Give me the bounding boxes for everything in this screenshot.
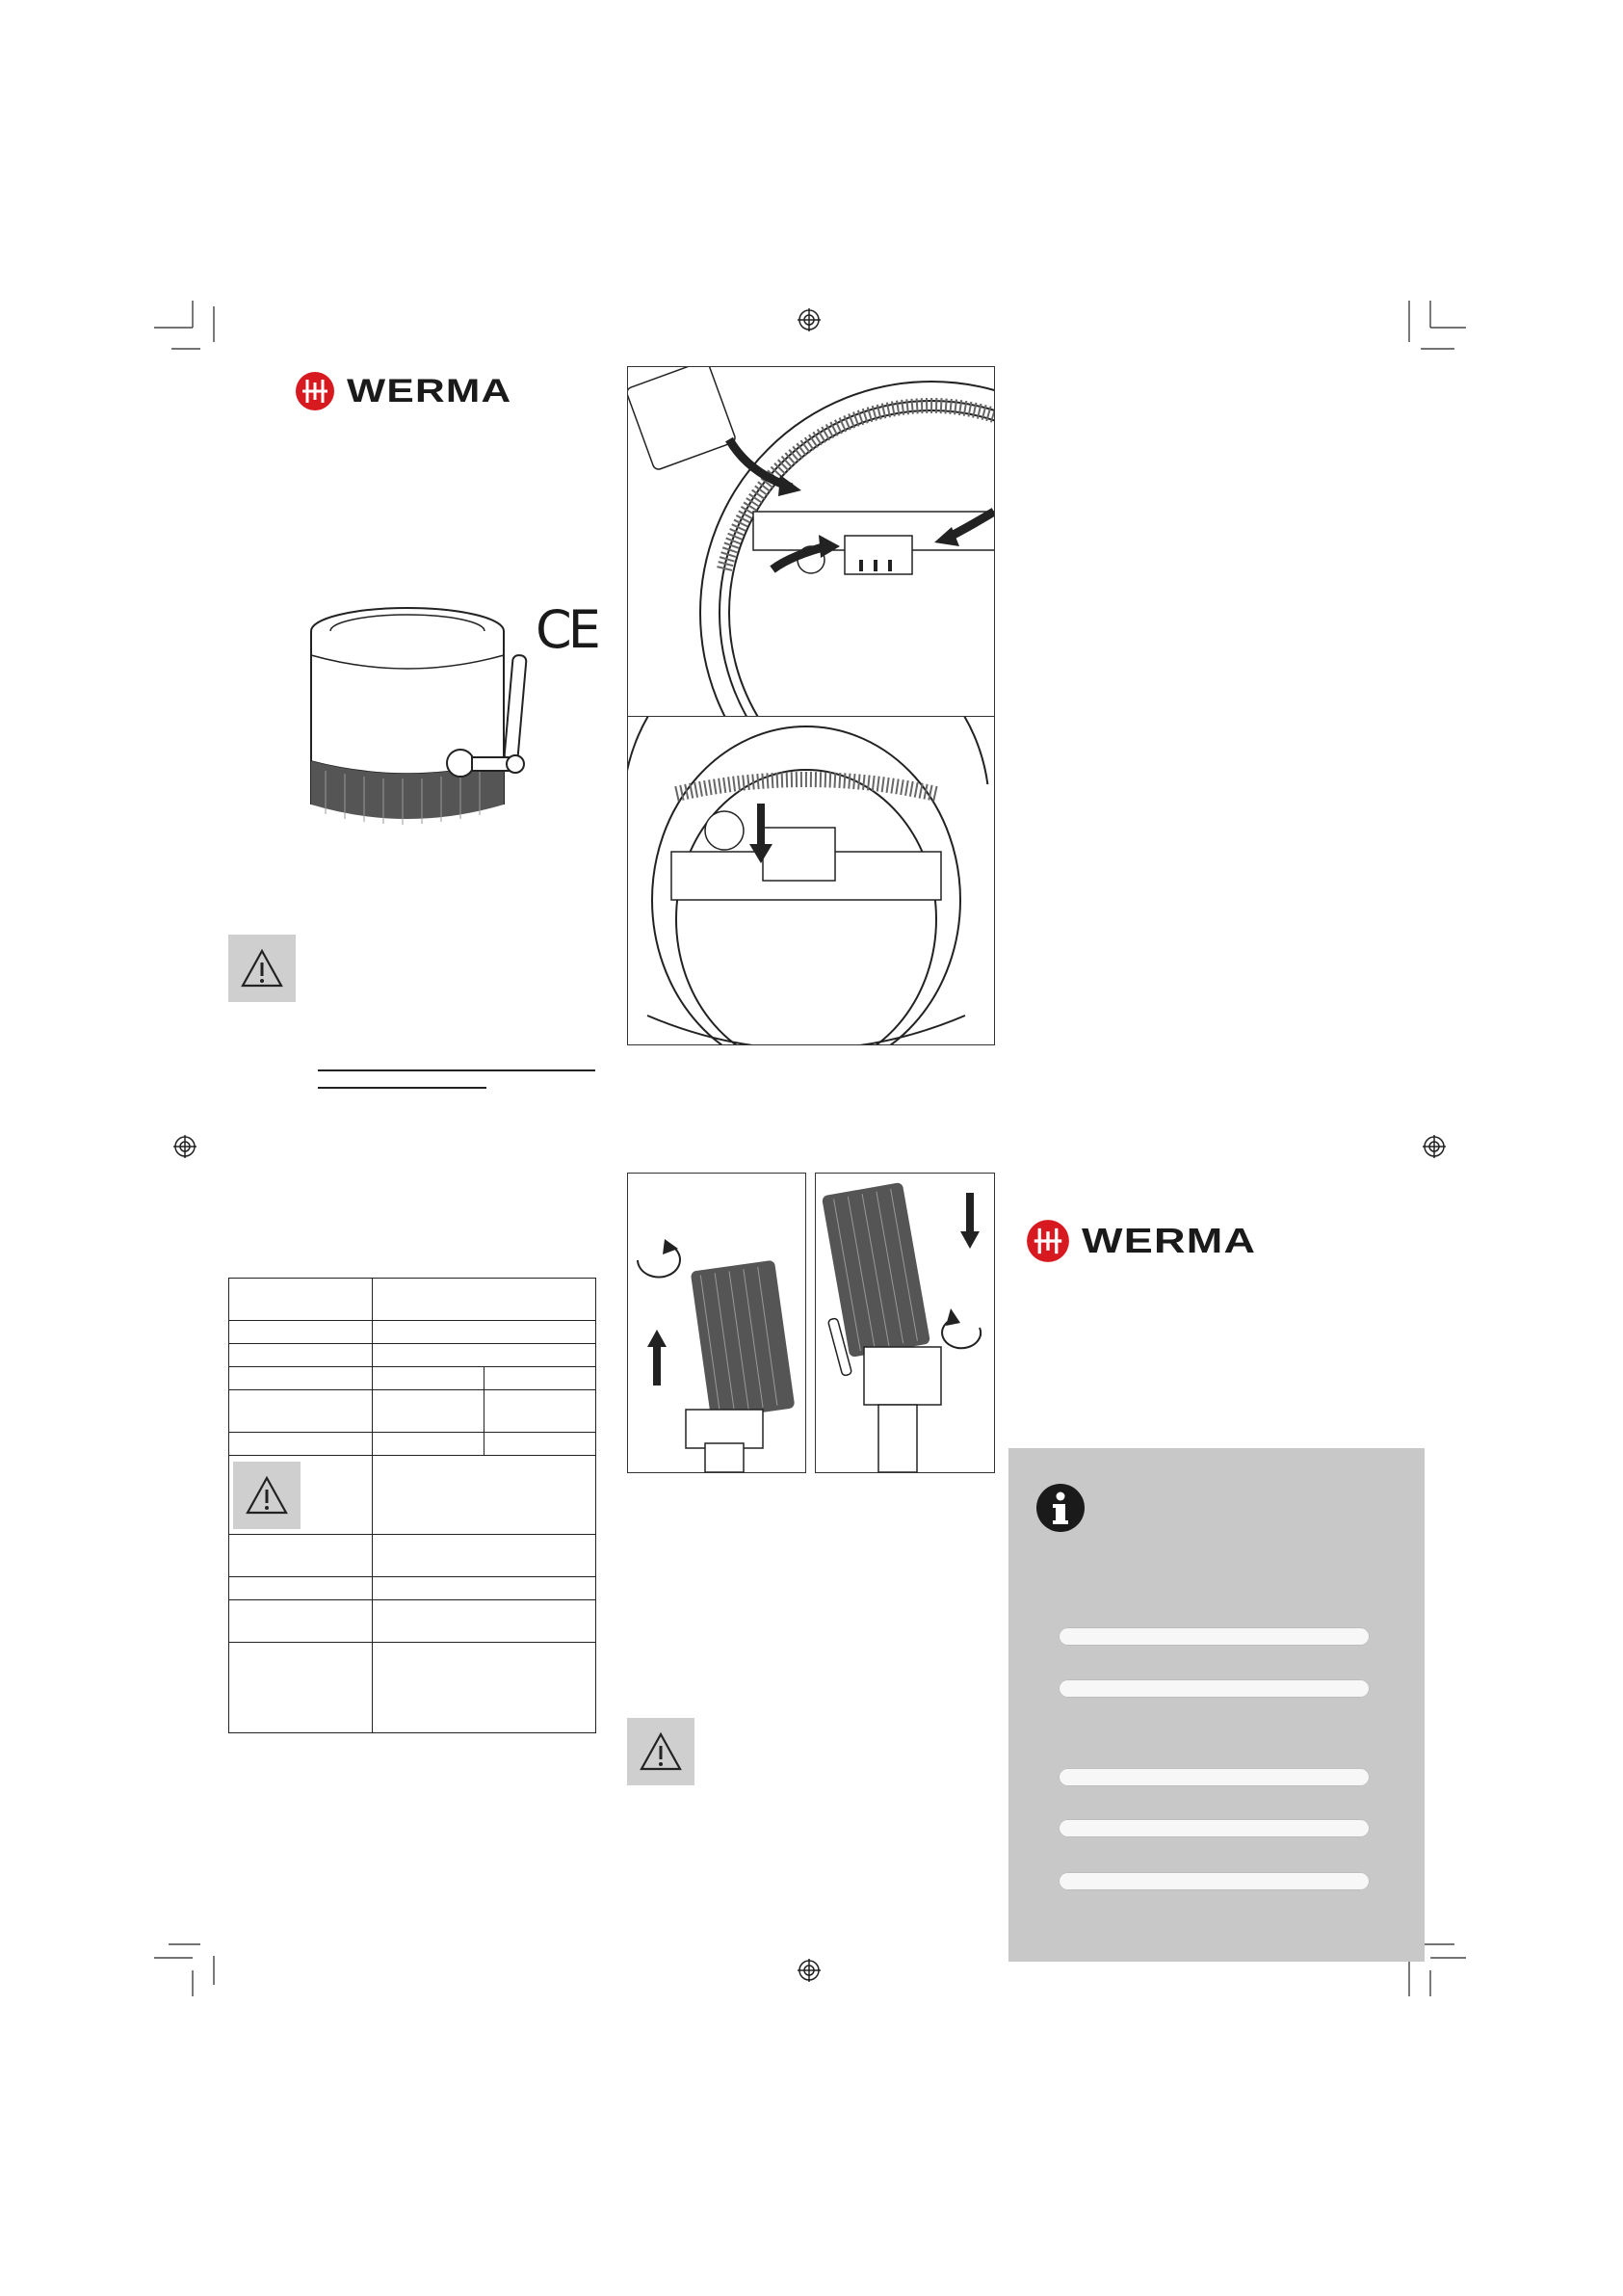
warning-triangle-icon [240,948,284,989]
warning-box [233,1462,301,1529]
brand-name: WERMA [1082,1221,1257,1260]
table-cell [373,1456,596,1535]
table-cell [373,1600,596,1643]
table-cell [373,1279,596,1321]
table-cell [373,1367,484,1390]
info-panel [1008,1448,1425,1962]
table-cell [229,1321,373,1344]
table-cell [229,1600,373,1643]
table-cell [373,1535,596,1577]
table-cell [229,1433,373,1456]
warning-triangle-icon [639,1731,683,1772]
warning-triangle-icon [245,1475,289,1516]
table-cell [229,1390,373,1433]
werma-logo [295,371,512,411]
blank-field [1059,1768,1370,1786]
warning-box [627,1718,694,1785]
blank-field [1059,1627,1370,1646]
table-cell [373,1643,596,1733]
table-cell [229,1279,373,1321]
sim-insert-illustration [627,366,995,717]
mount-illustration [627,1173,806,1473]
table-cell [373,1390,484,1433]
table-cell [229,1643,373,1733]
table-cell [373,1321,596,1344]
divider [318,1069,595,1071]
blank-field [1059,1872,1370,1890]
sim-locked-illustration [627,716,995,1045]
table-cell [373,1433,484,1456]
table-cell [229,1456,373,1535]
warning-box [228,935,296,1002]
spec-table [228,1278,596,1733]
blank-field [1059,1679,1370,1698]
divider [318,1087,486,1089]
device-illustration [306,597,537,838]
blank-field [1059,1819,1370,1837]
table-cell [229,1535,373,1577]
table-cell [229,1577,373,1600]
table-cell [229,1344,373,1367]
werma-emblem-icon [1026,1219,1070,1263]
ce-mark: CE [536,599,597,660]
werma-logo [1026,1219,1257,1263]
table-cell [484,1390,596,1433]
table-cell [229,1367,373,1390]
table-cell [373,1344,596,1367]
brand-name: WERMA [347,372,512,409]
info-icon [1035,1483,1086,1533]
table-cell [373,1577,596,1600]
table-cell [484,1433,596,1456]
unmount-illustration [815,1173,995,1473]
table-cell [484,1367,596,1390]
werma-emblem-icon [295,371,335,411]
